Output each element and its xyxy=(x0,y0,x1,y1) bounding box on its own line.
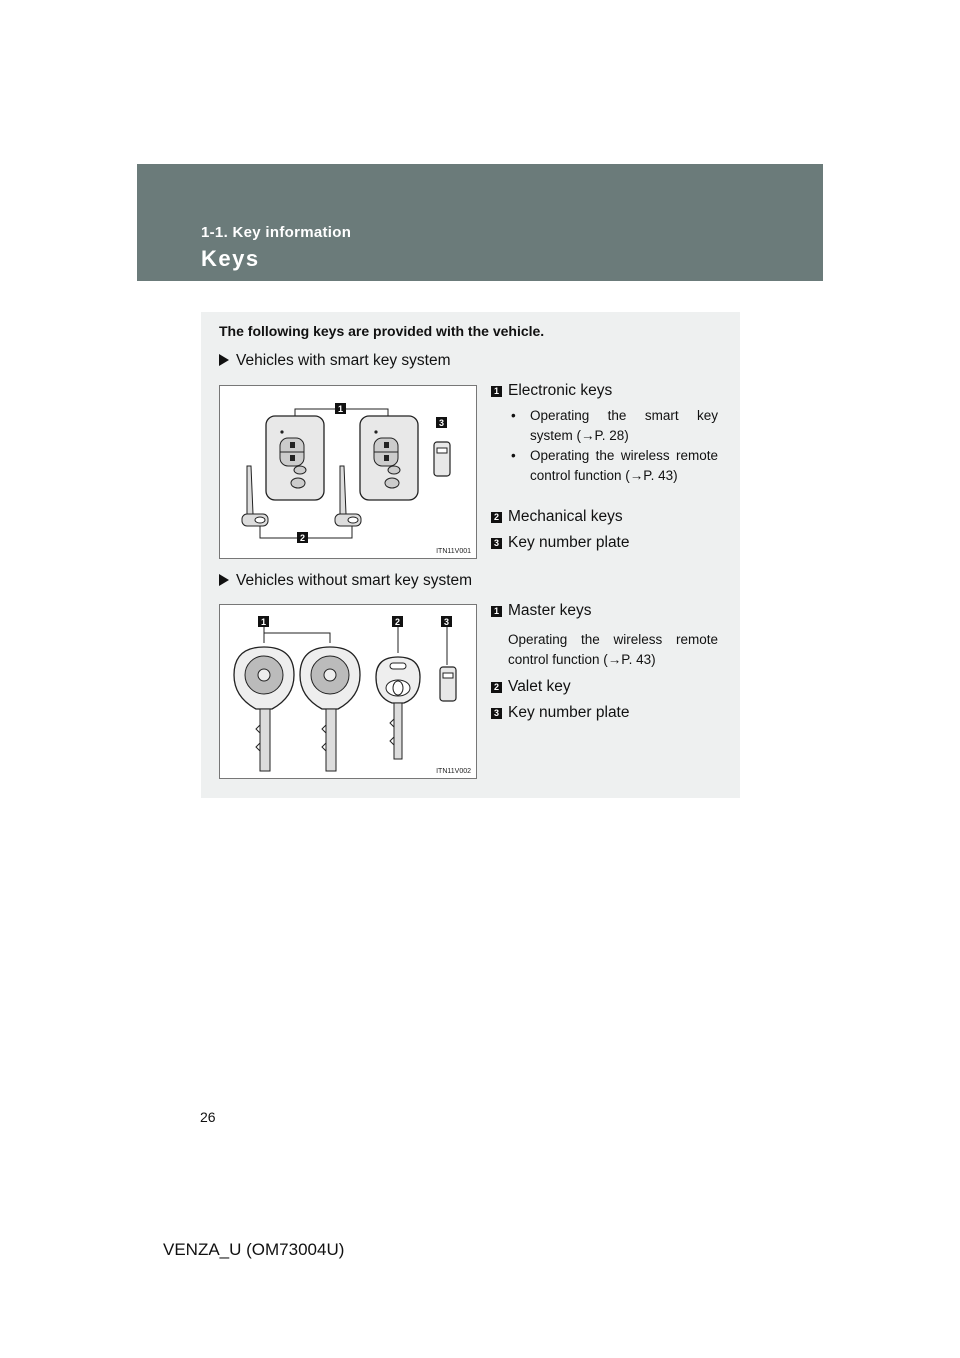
non-smart-item-1 xyxy=(491,602,592,620)
master-key-1-icon xyxy=(234,647,294,771)
figure-marker-3: 3 xyxy=(443,617,450,627)
non-smart-key-heading xyxy=(219,572,472,590)
master-keys-illustration xyxy=(220,605,476,778)
smart-item-2 xyxy=(491,508,623,526)
figure-marker-2: 2 xyxy=(299,533,306,543)
chapter-header xyxy=(137,164,823,281)
item-label: Key number plate xyxy=(508,704,630,721)
electronic-key-1-icon xyxy=(266,416,324,500)
mechanical-key-1-icon xyxy=(242,466,268,526)
item-number-badge: 1 xyxy=(491,386,502,397)
key-number-plate-icon xyxy=(434,442,450,476)
document-footer: VENZA_U (OM73004U) xyxy=(163,1240,345,1259)
smart-bullet-1: • Operating the smart key system (→P. 28) xyxy=(508,406,718,446)
smart-key-heading xyxy=(219,352,450,370)
smart-key-figure xyxy=(219,385,477,559)
keys-panel xyxy=(201,312,740,798)
item-label: Master keys xyxy=(508,602,592,619)
figure-marker-1: 1 xyxy=(337,404,344,414)
triangle-bullet-icon xyxy=(219,354,229,366)
page-number: 26 xyxy=(200,1109,216,1125)
smart-keys-illustration xyxy=(220,386,476,558)
item-label: Valet key xyxy=(508,678,571,695)
item-label: Electronic keys xyxy=(508,382,613,399)
figure-marker-1: 1 xyxy=(260,617,267,627)
section-label: 1-1. Key information xyxy=(201,224,352,241)
smart-item-1 xyxy=(491,382,612,400)
page-title: Keys xyxy=(201,246,260,271)
smart-item-3 xyxy=(491,534,630,552)
figure-marker-3: 3 xyxy=(438,418,445,428)
smart-bullet-2: • Operating the wireless remote control function (→P. 43) xyxy=(508,446,718,486)
figure-code: ITN11V001 xyxy=(436,548,471,555)
electronic-key-2-icon xyxy=(360,416,418,500)
smart-key-heading-text: Vehicles with smart key system xyxy=(236,352,451,369)
non-smart-key-figure xyxy=(219,604,477,779)
item-label: Key number plate xyxy=(508,534,630,551)
master-keys-note: Operating the wireless remote control function (→P. 43) xyxy=(508,632,718,667)
item-label: Mechanical keys xyxy=(508,508,623,525)
item-number-badge: 2 xyxy=(491,512,502,523)
item-number-badge: 2 xyxy=(491,682,502,693)
item-number-badge: 3 xyxy=(491,538,502,549)
item-number-badge: 3 xyxy=(491,708,502,719)
key-number-plate-icon xyxy=(440,667,456,701)
figure-code: ITN11V002 xyxy=(436,768,471,775)
non-smart-item-3 xyxy=(491,704,630,722)
triangle-bullet-icon xyxy=(219,574,229,586)
mechanical-key-2-icon xyxy=(335,466,361,526)
intro-text: The following keys are provided with the vehicle. xyxy=(219,323,545,339)
valet-key-icon xyxy=(376,657,420,759)
non-smart-key-heading-text: Vehicles without smart key system xyxy=(236,572,473,589)
item-number-badge: 1 xyxy=(491,606,502,617)
master-key-2-icon xyxy=(300,647,360,771)
non-smart-item-2 xyxy=(491,678,571,696)
figure-marker-2: 2 xyxy=(394,617,401,627)
